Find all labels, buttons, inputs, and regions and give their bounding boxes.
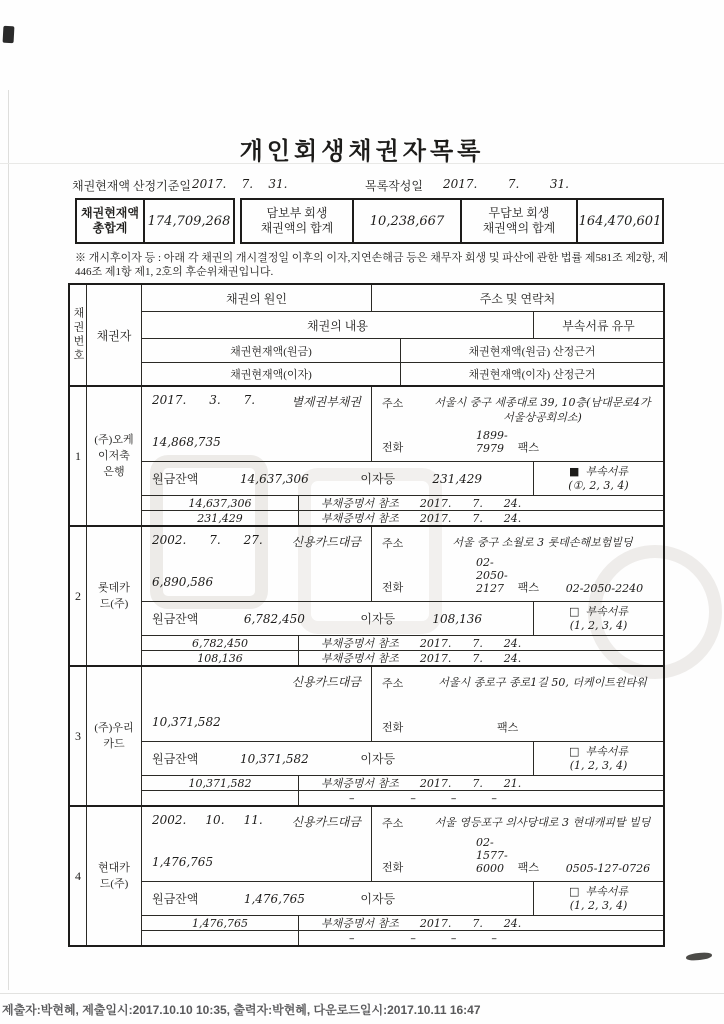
claim-number: 2 [70, 527, 87, 665]
attachment-label: 부속서류 [585, 604, 628, 618]
principal-basis: 부채증명서 참조 2017. 7. 24. [321, 916, 522, 930]
cause-date: 2017. 3. 7. [152, 393, 256, 407]
attachment-items: (1, 2, 3, 4) [569, 758, 628, 772]
summary-total-box [75, 198, 235, 244]
header-principal-basis: 채권현재액(원금) 산정근거 [468, 345, 596, 358]
creditor-table [68, 283, 665, 947]
cause-amount: 10,371,582 [152, 715, 221, 729]
phone-label: 전화 [382, 862, 404, 874]
table-header [70, 285, 663, 385]
creditor-name: (주)우리 카드 [87, 667, 142, 805]
principal-basis: 부채증명서 참조 2017. 7. 24. [321, 636, 522, 650]
attachment-items: (1, 2, 3, 4) [569, 618, 628, 632]
creditor-row [70, 385, 663, 525]
attachment-items: (①, 2, 3, 4) [568, 478, 629, 492]
principal-basis: 부채증명서 참조 2017. 7. 21. [321, 776, 522, 790]
interest-amount: 108,136 [142, 651, 299, 665]
attachment-checkbox: □ [569, 744, 580, 758]
scan-edge-line [8, 90, 9, 990]
page-title: 개인회생채권자목록 [239, 139, 485, 165]
attachment-checkbox: ■ [569, 464, 580, 478]
cause-type: 별제권부채권 [291, 395, 361, 409]
creditor-row [70, 805, 663, 945]
principal-balance-label: 원금잔액 [152, 892, 199, 906]
creditor-row [70, 665, 663, 805]
base-date-value: 2017. 7. 31. [192, 177, 288, 191]
fax-value: 02-2050-2240 [565, 582, 644, 595]
principal-amount: 6,782,450 [142, 636, 299, 650]
principal-amount: 10,371,582 [142, 776, 299, 790]
fax-label: 팩스 [517, 582, 539, 594]
interest-etc-label: 이자등 [360, 892, 396, 906]
summary-total-label: 채권현재액 총합계 [77, 200, 145, 242]
summary-unsecured-label: 무담보 회생 채권액의 합계 [462, 200, 578, 242]
scan-smudge [686, 952, 713, 962]
scan-mark [3, 26, 15, 44]
scan-edge-line [0, 993, 724, 994]
interest-etc-value: 231,429 [432, 471, 482, 486]
fax-label: 팩스 [517, 862, 539, 874]
phone-value: 02-1577-6000 [476, 836, 508, 875]
cause-date: 2002. 7. 27. [152, 533, 263, 547]
interest-etc-label: 이자등 [360, 612, 396, 626]
cause-type: 신용카드대금 [291, 815, 361, 829]
header-creditor: 채권자 [87, 285, 142, 385]
claim-number: 4 [70, 807, 87, 945]
fax-label: 팩스 [517, 442, 539, 454]
attachment-items: (1, 2, 3, 4) [569, 898, 628, 912]
list-date-value: 2017. 7. 31. [443, 177, 569, 191]
interest-amount [142, 931, 299, 945]
address-label: 주소 [382, 538, 404, 550]
address-value: 서울 중구 소월로 3 롯데손해보험빌딩 [452, 536, 633, 549]
principal-balance-label: 원금잔액 [152, 472, 199, 486]
attachment-checkbox: □ [569, 884, 580, 898]
principal-balance-label: 원금잔액 [152, 612, 199, 626]
summary-total-value: 174,709,268 [147, 213, 231, 229]
address-label: 주소 [382, 818, 404, 830]
phone-label: 전화 [382, 722, 404, 734]
principal-basis: 부채증명서 참조 2017. 7. 24. [321, 496, 522, 510]
creditor-name: 롯데카 드(주) [87, 527, 142, 665]
principal-amount: 1,476,765 [142, 916, 299, 930]
cause-amount: 14,868,735 [152, 435, 221, 449]
principal-amount: 14,637,306 [142, 496, 299, 510]
header-claim-number: 채권번호 [70, 285, 87, 385]
cause-amount: 6,890,586 [152, 575, 214, 589]
note-text: ※ 개시후이자 등 : 아래 각 채권의 개시결정일 이후의 이자,지연손해금 등은 채무자 회생 및 파산에 관한 법률 제581조 제2항, 제446조 제1항 제1, 2호의 후순위채권입니다. [75, 252, 669, 278]
attachment-label: 부속서류 [585, 744, 628, 758]
principal-balance-value: 14,637,306 [240, 471, 309, 486]
phone-label: 전화 [382, 442, 404, 454]
cause-type: 신용카드대금 [291, 535, 361, 549]
interest-amount: 231,429 [142, 511, 299, 525]
interest-basis: – – – – [321, 931, 497, 945]
header-interest-basis: 채권현재액(이자) 산정근거 [468, 369, 596, 381]
address-label: 주소 [382, 398, 404, 410]
principal-balance-label: 원금잔액 [152, 752, 199, 766]
summary-unsecured-value: 164,470,601 [578, 213, 662, 229]
header-attachment: 부속서류 유무 [562, 318, 635, 333]
header-interest: 채권현재액(이자) [142, 363, 401, 385]
principal-balance-value: 1,476,765 [243, 891, 305, 906]
attachment-cell [533, 882, 663, 915]
interest-basis: 부채증명서 참조 2017. 7. 24. [321, 651, 522, 665]
address-value: 서울 영등포구 의사당대로 3 현대캐피탈 빌딩 [434, 816, 651, 829]
header-principal: 채권현재액(원금) [142, 339, 401, 362]
list-date-label: 목록작성일 [365, 179, 423, 193]
interest-basis: – – – – [321, 791, 497, 805]
system-footer: 제출자:박현혜, 제출일시:2017.10.10 10:35, 출력자:박현혜, 다운로드일시:2017.10.11 16:47 [2, 1003, 481, 1017]
phone-value: 1899-7979 [476, 429, 508, 455]
summary-secured-label: 담보부 회생 채권액의 합계 [242, 200, 354, 242]
fax-value: 0505-127-0726 [565, 862, 651, 875]
attachment-cell [533, 742, 663, 775]
interest-etc-label: 이자등 [360, 752, 396, 766]
attachment-checkbox: □ [569, 604, 580, 618]
address-label: 주소 [382, 678, 404, 690]
cause-amount: 1,476,765 [152, 855, 214, 869]
interest-basis: 부채증명서 참조 2017. 7. 24. [321, 511, 522, 525]
principal-balance-value: 6,782,450 [243, 611, 305, 626]
claim-number: 1 [70, 387, 87, 525]
header-content: 채권의 내용 [142, 312, 534, 338]
attachment-label: 부속서류 [585, 884, 628, 898]
attachment-label: 부속서류 [585, 464, 628, 478]
creditor-name: 현대카 드(주) [87, 807, 142, 945]
attachment-cell [533, 462, 663, 495]
header-contact: 주소 및 연락처 [479, 291, 556, 306]
interest-amount [142, 791, 299, 805]
address-value: 서울시 종로구 종로1길 50, 더케이트윈타워 [438, 676, 647, 689]
claim-number: 3 [70, 667, 87, 805]
address-value: 서울시 중구 세종대로 39, 10층(남대문로4가 서울상공회의소) [434, 396, 651, 424]
creditor-name: (주)오케 이저축 은행 [87, 387, 142, 525]
interest-etc-value: 108,136 [432, 611, 482, 626]
fax-label: 팩스 [497, 722, 519, 734]
summary-secured-value: 10,238,667 [354, 200, 462, 242]
phone-value: 02-2050-2127 [476, 556, 508, 595]
phone-label: 전화 [382, 582, 404, 594]
header-cause: 채권의 원인 [142, 285, 372, 311]
cause-date: 2002. 10. 11. [152, 813, 263, 827]
creditor-row [70, 525, 663, 665]
attachment-cell [533, 602, 663, 635]
cause-type: 신용카드대금 [291, 675, 361, 689]
principal-balance-value: 10,371,582 [240, 751, 309, 766]
summary-detail-box [240, 198, 664, 244]
base-date-label: 채권현재액 산정기준일 [72, 179, 191, 193]
interest-etc-label: 이자등 [360, 472, 396, 486]
